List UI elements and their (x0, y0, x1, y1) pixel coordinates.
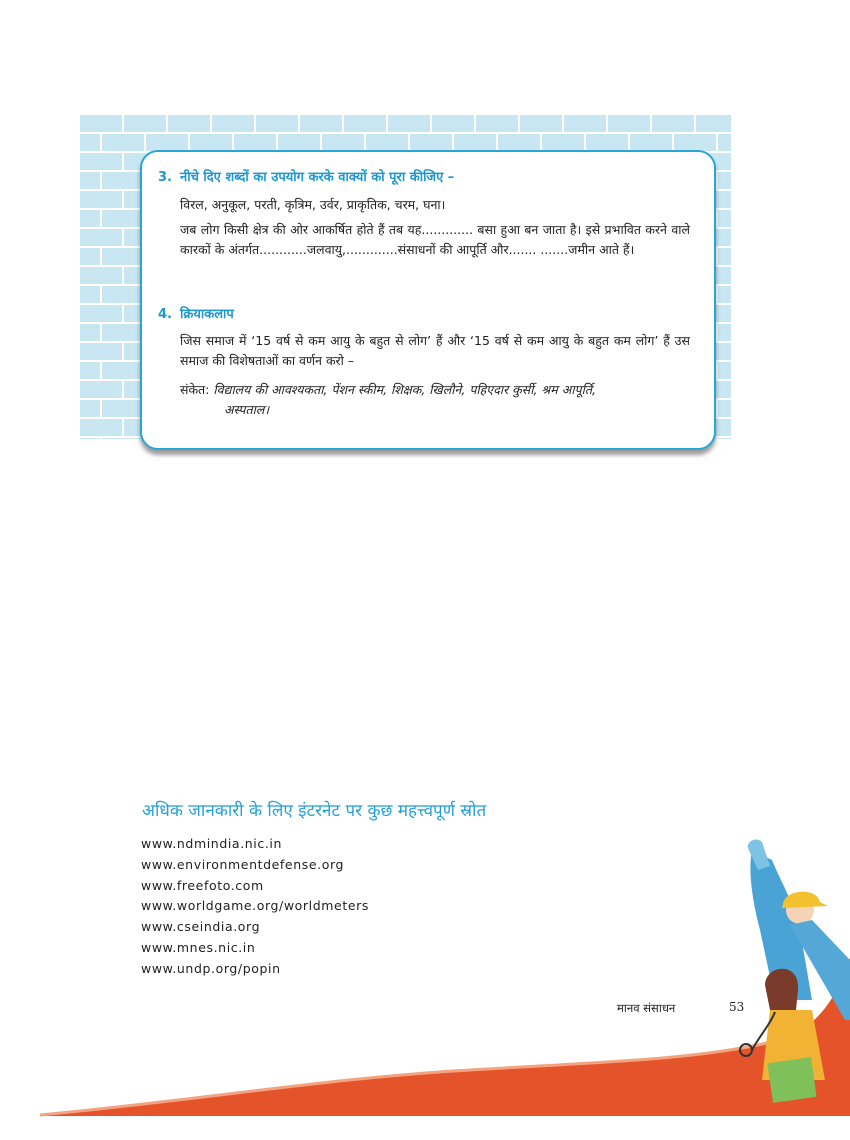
web-link[interactable]: www.mnes.nic.in (141, 939, 256, 955)
hint-line-1: विद्यालय की आवश्यकता, पेंशन स्कीम, शिक्षक, खिलौने, पहिएदार कुर्सी, श्रम आपूर्ति, (213, 382, 596, 397)
web-link[interactable]: www.cseindia.org (141, 919, 261, 935)
question-3-heading: 3. नीचे दिए शब्दों का उपयोग करके वाक्यों को पूरा कीजिए – (158, 170, 455, 185)
web-link[interactable]: www.environmentdefense.org (141, 856, 345, 872)
question-4-heading: 4. क्रियाकलाप (158, 307, 234, 322)
web-link[interactable]: www.worldgame.org/worldmeters (141, 898, 369, 914)
page-number: 53 (729, 1000, 745, 1014)
web-resources-title: अधिक जानकारी के लिए इंटरनेट पर कुछ महत्त्वपूर्ण स्रोत (142, 801, 487, 821)
hint-line-2: अस्पताल। (224, 402, 270, 417)
web-link[interactable]: www.freefoto.com (141, 877, 264, 893)
question-4-text: जिस समाज में ‘15 वर्ष से कम आयु के बहुत से लोग’ हैं और ‘15 वर्ष से कम आयु के बहुत कम लोग’ हैं उस समाज की विशेषताओं का वर्णन करो – (180, 333, 690, 368)
footer-chapter-title: मानव संसाधन (617, 1001, 676, 1015)
orange-wave (40, 958, 850, 1116)
question-3-sentence: जब लोग किसी क्षेत्र की ओर आकर्षित होते हैं तब यह............. बसा हुआ बन जाता है। इसे प्रभावित करने वाले कारकों के अंतर्गत............जलवायु,.............संसाधनों की आपूर्ति और....... .......जमीन आते हैं। (180, 222, 690, 257)
web-link[interactable]: www.undp.org/popin (141, 960, 281, 976)
man-figure (748, 840, 850, 1020)
hint-label: संकेत: (180, 382, 210, 397)
question-3-word-list: विरल, अनुकूल, परती, कृत्रिम, उर्वर, प्राकृतिक, चरम, घना। (180, 197, 446, 212)
web-link[interactable]: www.ndmindia.nic.in (141, 836, 283, 851)
